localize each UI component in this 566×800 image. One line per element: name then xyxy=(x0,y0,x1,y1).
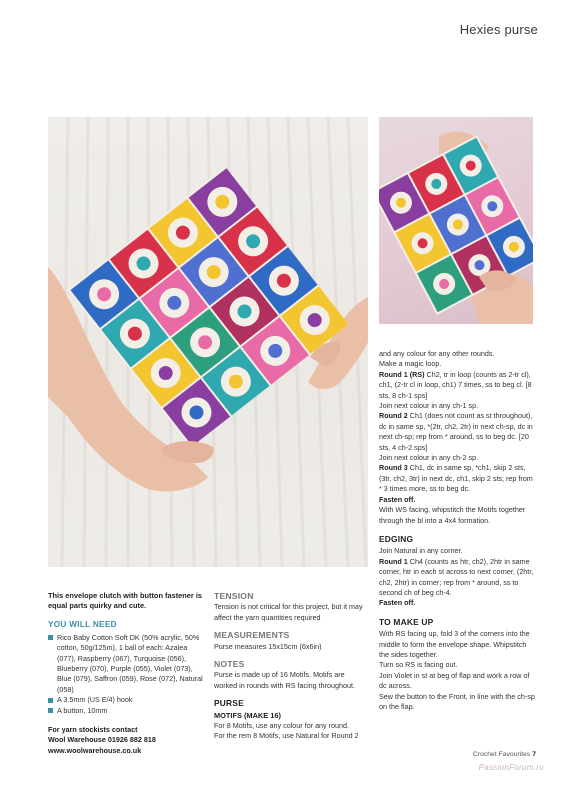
purse-line: For 8 Motifs, use any colour for any round. xyxy=(214,721,350,731)
make-up-heading: TO MAKE UP xyxy=(379,616,434,627)
list-item: A 3.5mm (US E/4) hook xyxy=(48,695,203,705)
round-3-label: Round 3 xyxy=(379,463,408,473)
round-1-label: Round 1 (RS) xyxy=(379,369,425,379)
main-photo xyxy=(48,117,368,567)
make-up-line: Sew the button to the Front, in line with the ch-sp on the flap. xyxy=(379,691,535,711)
side-photo xyxy=(379,117,533,324)
round-2-join: Join next colour in any ch-2 sp. xyxy=(379,453,479,463)
round-1 xyxy=(379,370,535,401)
round-3-text: Ch1, dc in same sp, *ch1, skip 2 sts, (3tr, ch2, 3tr) in next dc, ch1, skip 2 sts; rep from * 3 times more, ss to beg dc. xyxy=(379,463,533,494)
tension-heading: TENSION xyxy=(214,591,254,601)
edging-fasten-off: Fasten off. xyxy=(379,598,416,608)
purse-line: For the rem 8 Motifs, use Natural for Round 2 xyxy=(214,731,359,741)
round-2-label: Round 2 xyxy=(379,411,408,421)
make-up-line: Join Violet in st at beg of flap and work a row of dc across. xyxy=(379,670,530,691)
round-1-join: Join next colour in any ch-1 sp. xyxy=(379,401,479,411)
notes-text: Purse is made up of 16 Motifs. Motifs are worked in rounds with RS facing throughout. xyxy=(214,670,356,690)
column-middle xyxy=(214,591,368,742)
magazine-name: Crochet Favourites xyxy=(472,751,531,758)
you-will-need-heading: YOU WILL NEED xyxy=(48,620,117,630)
measurements-heading: MEASUREMENTS xyxy=(214,630,290,641)
pattern-magic-loop: Make a magic loop. xyxy=(379,359,442,369)
purse-photo-illustration xyxy=(48,117,368,567)
column-right xyxy=(379,349,535,712)
purse-heading: PURSE xyxy=(214,698,244,709)
page-footer xyxy=(473,751,536,758)
pattern-continued: and any colour for any other rounds. xyxy=(379,349,495,358)
page-number: 7 xyxy=(532,751,536,758)
edging-heading: EDGING xyxy=(379,533,414,544)
folding-photo-illustration xyxy=(379,117,533,324)
measurements-text: Purse measures 15x15cm (6x6in) xyxy=(214,641,322,651)
round-1-text: Ch2, tr in loop (counts as 2-tr cl), ch1, (2-tr cl in loop, ch1) 7 times, ss to beg cl. [8 sts, 8 ch-1 sps] xyxy=(379,369,532,400)
make-up-line: Turn so RS is facing out. xyxy=(379,660,458,670)
notes-heading: NOTES xyxy=(214,659,245,670)
watermark: PassionForum.ru xyxy=(478,763,544,772)
motifs-subheading: MOTIFS (MAKE 16) xyxy=(214,710,281,720)
edging-round-1-label: Round 1 xyxy=(379,556,408,566)
edging-join: Join Natural in any corner. xyxy=(379,546,463,556)
intro-text: This envelope clutch with button fastener is equal parts quirky and cute. xyxy=(48,591,202,611)
stockist-contact xyxy=(48,725,203,756)
list-item: Rico Baby Cotton Soft DK (50% acrylic, 50% cotton, 50g/125m), 1 ball of each: Azalea (077), Raspberry (067), Turquoise (056), Blueberry (070), Purple (055), Violet (073), Blue (079), Saffron (059), Rose (072), Natural (058) xyxy=(48,633,203,695)
tension-text: Tension is not critical for this project, but it may affect the yarn quantities required xyxy=(214,602,363,622)
page-title: Hexies purse xyxy=(459,22,538,37)
contact-line: For yarn stockists contact xyxy=(48,725,138,735)
round-2 xyxy=(379,411,535,453)
whipstitch-text: With WS facing, whipstitch the Motifs together through the bl into a 4x4 formation. xyxy=(379,505,526,525)
make-up-line: With RS facing up, fold 3 of the corners into the middle to form the envelope shape. Whipstitch the sides together. xyxy=(379,629,530,659)
round-2-text: Ch1 (does not count as st throughout), dc in same sp, *(2tr, ch2, 2tr) in next ch-sp, dc in next ch-sp; rep from * around, ss to beg dc. [20 sts, 4 ch-2 sps] xyxy=(379,411,533,452)
materials-list xyxy=(48,633,203,716)
column-left xyxy=(48,591,203,756)
edging-round-1 xyxy=(379,557,535,599)
round-3 xyxy=(379,463,535,494)
edging-round-1-text: Ch4 (counts as htr, ch2), 2htr in same corner, htr in each st across to next corner, (2htr, ch2, 2htr) in corner; rep from * around, ss to second ch of beg ch-4. xyxy=(379,556,534,597)
contact-website[interactable]: www.woolwarehouse.co.uk xyxy=(48,745,142,755)
fasten-off: Fasten off. xyxy=(379,494,416,504)
list-item: A button, 10mm xyxy=(48,706,203,716)
contact-phone: Wool Warehouse 01926 882 818 xyxy=(48,735,156,745)
